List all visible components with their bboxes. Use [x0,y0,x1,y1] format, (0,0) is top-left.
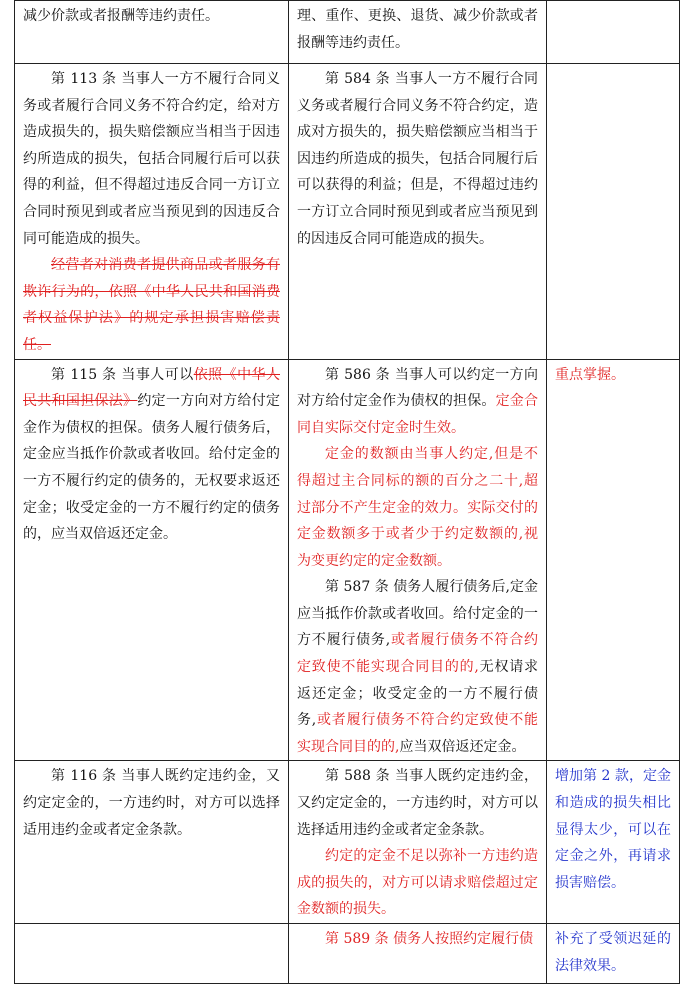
old-law-article-115 [23,362,280,548]
added-text: 约定的定金不足以弥补一方违约造成的损失的，对方可以请求赔偿超过定金数额的损失。 [297,848,538,918]
old-law-text: 减少价款或者报酬等违约责任。 [23,8,219,24]
note-text: 重点掌握。 [555,366,625,383]
law-comparison-table [14,0,680,984]
new-law-cell [289,64,547,360]
added-text: 定金的数额由当事人约定,但是不得超过主合同标的额的百分之二十,超过部分不产生定金的效力。实际交付的定金数额多于或者少于约定数额的,视为变更约定的定金数额。 [297,446,538,569]
old-law-cell [15,1,289,64]
deleted-text: 经营者对消费者提供商品或者服务有欺诈行为的，依照《中华人民共和国消费者权益保护法》的规定承担损害赔偿责任。 [23,257,280,353]
article-text: 约定一方向对方给付定金作为债权的担保。债务人履行债务后，定金应当抵作价款或者收回。给付定金的一方不履行约定的债务的，无权要求返还定金；收受定金的一方不履行约定的债务的，应当双倍返还定金。 [23,393,281,543]
note-cell [547,924,680,984]
old-law-cell [15,64,289,360]
old-law-cell [15,761,289,924]
table-row [15,761,680,924]
new-law-article-584: 第 584 条 当事人一方不履行合同义务或者履行合同义务不符合约定，造成对方损失的，损失赔偿额应当相当于因违约所造成的损失，包括合同履行后可以获得的利益；但是，不得超过违约一方订立合同时预见到或者应当预见到的因违反合同可能造成的损失。 [297,71,538,247]
added-text: 或者履行债务不符合约定致使不能实现合同目的的, [297,712,538,755]
new-law-article-587 [297,574,538,760]
table-row [15,924,680,984]
article-text: 无权请求返还定金；收受定金的一方不履行债务, [297,659,539,729]
table-row [15,1,680,64]
old-law-cell [15,924,289,984]
added-text: 或者履行债务不符合约定致使不能实现合同目的的, [297,632,538,676]
note-text: 补充了受领迟延的法律效果。 [555,931,671,974]
new-law-article-588: 第 588 条 当事人既约定违约金，又约定定金的，一方违约时，对方可以选择适用违约金或者定金条款。 [297,768,538,838]
new-law-article-586 [297,362,538,442]
article-text: 第 586 条 当事人可以约定一方向对方给付定金作为债权的担保。 [297,366,538,410]
added-text: 定金合同自实际交付定金时生效。 [297,393,538,436]
article-text: 应当双倍返还定金。 [399,738,526,755]
new-law-article-589: 第 589 条 债务人按照约定履行债 [325,931,534,947]
new-law-cell [289,924,547,984]
note-cell [547,359,680,761]
old-law-cell [15,359,289,761]
article-text: 第 115 条 当事人可以 [51,366,194,383]
note-text: 增加第 2 款，定金和造成的损失相比显得太少，可以在定金之外，再请求损害赔偿。 [555,768,671,891]
old-law-article-113: 第 113 条 当事人一方不履行合同义务或者履行合同义务不符合约定，给对方造成损失的，损失赔偿额应当相当于因违约所造成的损失，包括合同履行后可以获得的利益，但不得超过违反合同一方订立合同时预见到或者应当预见到的因违反合同可能造成的损失。 [23,71,280,247]
note-cell [547,1,680,64]
new-law-cell [289,359,547,761]
new-law-cell [289,761,547,924]
table-row [15,64,680,360]
deleted-text: 依照《中华人民共和国担保法》 [23,366,280,410]
article-text: 第 587 条 债务人履行债务后,定金应当抵作价款或者收回。给付定金的一方不履行债务, [297,579,538,649]
note-cell [547,64,680,360]
table-row [15,359,680,761]
new-law-text: 理、重作、更换、退货、减少价款或者报酬等违约责任。 [297,8,538,51]
new-law-cell [289,1,547,64]
note-cell [547,761,680,924]
old-law-article-116: 第 116 条 当事人既约定违约金，又约定定金的，一方违约时，对方可以选择适用违约金或者定金条款。 [23,768,280,838]
